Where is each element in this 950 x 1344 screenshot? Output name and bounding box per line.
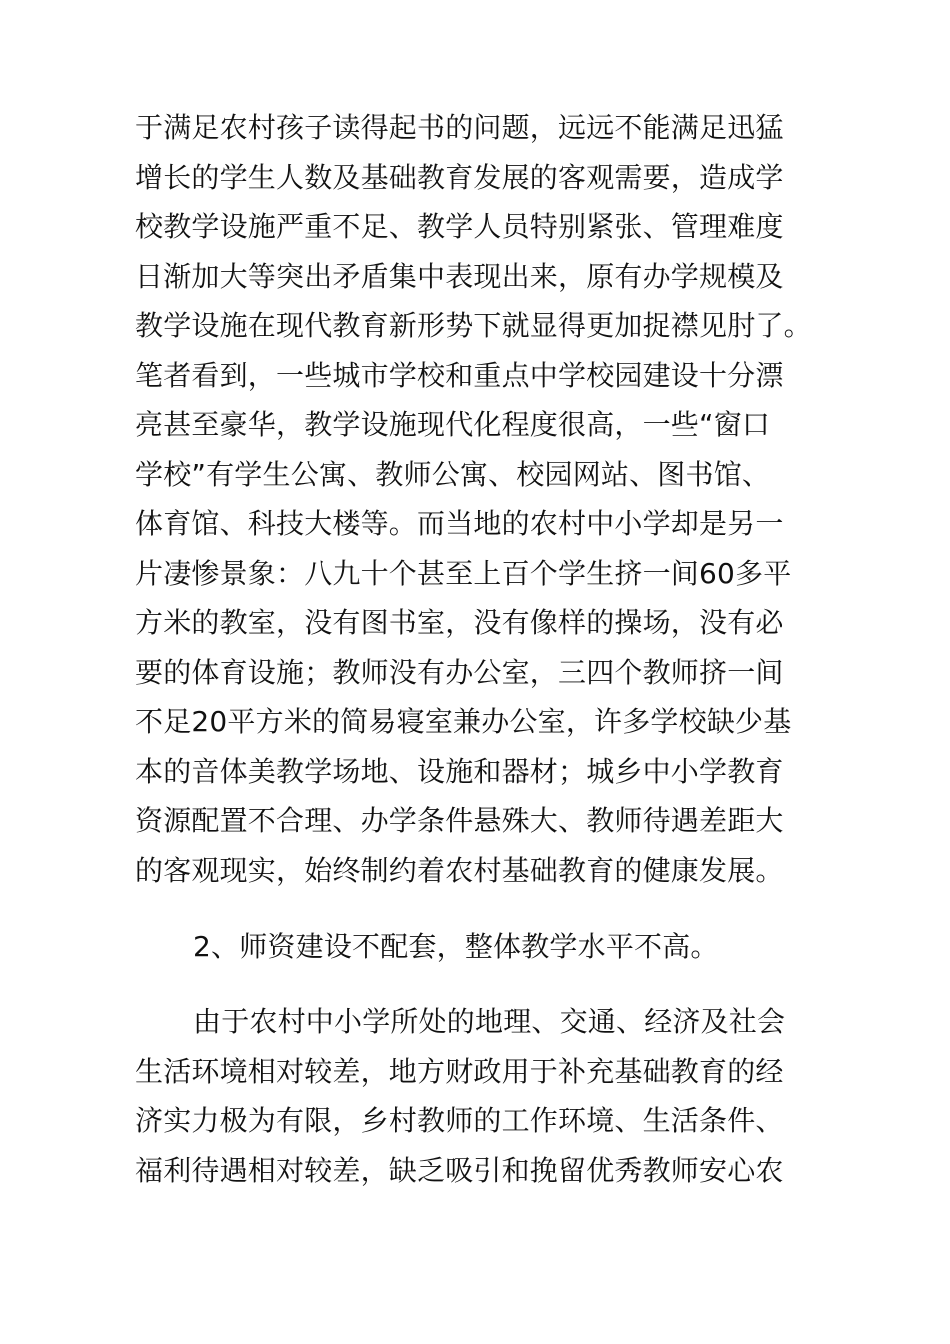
text-line: 生活环境相对较差，地方财政用于补充基础教育的经 (135, 1055, 784, 1088)
text-line: 的客观现实，始终制约着农村基础教育的健康发展。 (135, 854, 784, 887)
text-line: 笔者看到，一些城市学校和重点中学校园建设十分漂 (135, 359, 784, 392)
text-line: 本的音体美教学场地、设施和器材；城乡中小学教育 (135, 755, 784, 788)
text-line: 学校”有学生公寓、教师公寓、校园网站、图书馆、 (135, 458, 771, 491)
text-line: 日渐加大等突出矛盾集中表现出来，原有办学规模及 (135, 260, 784, 293)
text-line: 济实力极为有限，乡村教师的工作环境、生活条件、 (135, 1104, 784, 1137)
text-line: 片凄惨景象：八九十个甚至上百个学生挤一间60多平 (135, 557, 792, 590)
text-line: 不足20平方米的简易寝室兼办公室，许多学校缺少基 (135, 705, 792, 738)
text-line: 资源配置不合理、办学条件悬殊大、教师待遇差距大 (135, 804, 784, 837)
text-line: 校教学设施严重不足、教学人员特别紧张、管理难度 (135, 210, 784, 243)
text-line: 由于农村中小学所处的地理、交通、经济及社会 (193, 1005, 786, 1038)
text-line: 方米的教室，没有图书室，没有像样的操场，没有必 (135, 606, 784, 639)
text-line: 福利待遇相对较差，缺乏吸引和挽留优秀教师安心农 (135, 1154, 784, 1187)
text-line: 亮甚至豪华，教学设施现代化程度很高，一些“窗口 (135, 408, 771, 441)
section-heading: 2、师资建设不配套，整体教学水平不高。 (193, 930, 719, 963)
text-line: 体育馆、科技大楼等。而当地的农村中小学却是另一 (135, 507, 784, 540)
text-line: 于满足农村孩子读得起书的问题，远远不能满足迅猛 (135, 111, 784, 144)
text-line: 要的体育设施；教师没有办公室，三四个教师挤一间 (135, 656, 784, 689)
text-line: 教学设施在现代教育新形势下就显得更加捉襟见肘了。 (135, 309, 812, 342)
text-line: 增长的学生人数及基础教育发展的客观需要，造成学 (135, 161, 784, 194)
